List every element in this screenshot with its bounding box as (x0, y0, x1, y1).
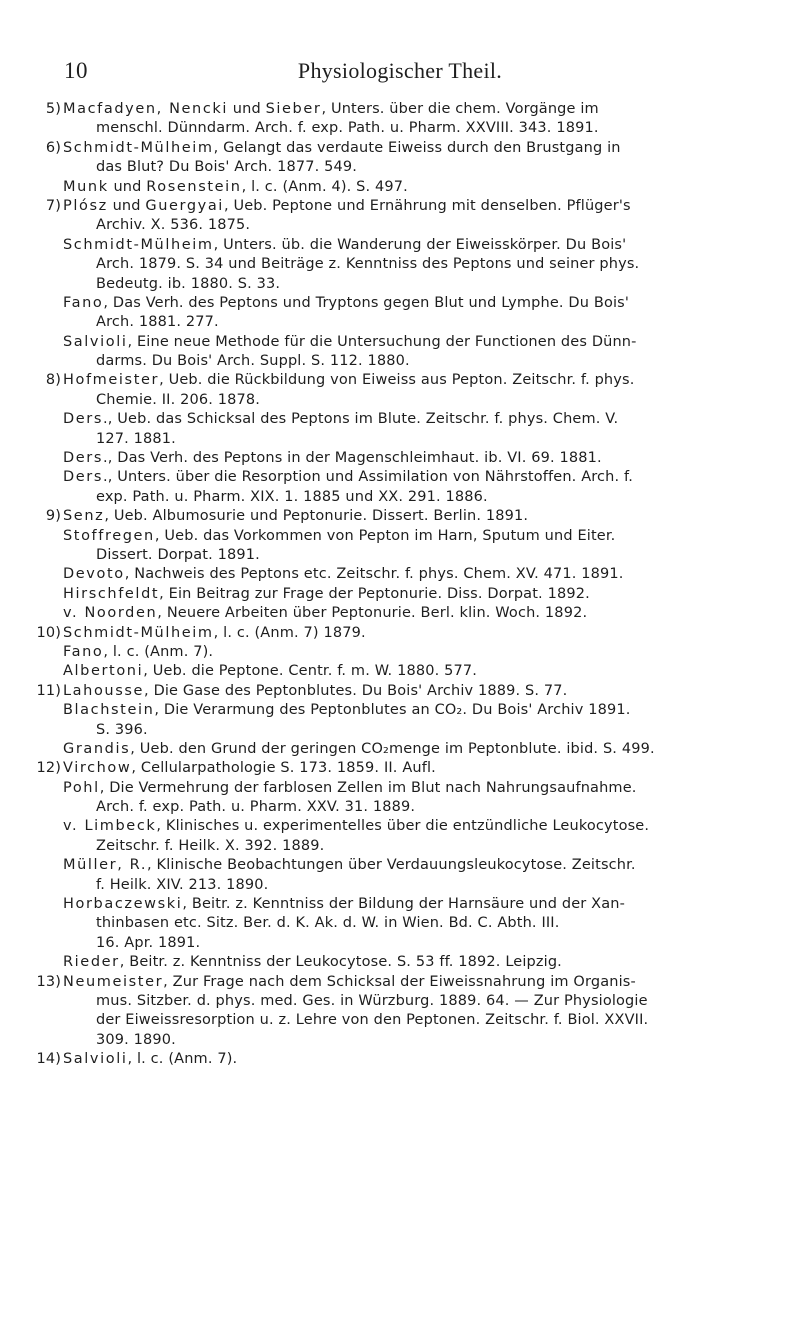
citation-text: , Klinische Beobachtungen über Verdauungsleukocytose. Zeitschr. (147, 857, 636, 874)
note-number: 7) (45, 197, 61, 214)
connector-text: und (108, 178, 147, 195)
author-name: Lahousse (63, 682, 145, 699)
reference-line (30, 759, 770, 778)
reference-line (30, 740, 770, 759)
reference-line (30, 527, 770, 546)
citation-text: , l. c. (Anm. 4). S. 497. (241, 178, 408, 195)
citation-text: , Cellularpathologie S. 173. 1859. II. Aufl. (131, 760, 436, 777)
citation-text: , Gelangt das verdaute Eiweiss durch den Brustgang in (213, 139, 621, 156)
note-number: 8) (45, 372, 61, 389)
reference-line (30, 410, 770, 429)
reference-line (30, 662, 770, 681)
citation-text: , Ueb. die Peptone. Centr. f. m. W. 1880. 577. (143, 663, 477, 680)
author-name: Senz (63, 508, 105, 525)
citation-text: , Die Verarmung des Peptonblutes an CO₂. Du Bois' Archiv 1891. (154, 702, 631, 719)
reference-line (30, 876, 770, 895)
running-head: Physiologischer Theil. (297, 58, 503, 83)
reference-line (30, 236, 770, 255)
author-name: Pohl (63, 779, 100, 796)
citation-text: Dissert. Dorpat. 1891. (96, 546, 260, 563)
author-name: Schmidt-Mülheim (63, 139, 214, 156)
author-name: Hirschfeldt (63, 585, 160, 602)
reference-line (30, 779, 770, 798)
citation-text: Chemie. II. 206. 1878. (96, 391, 261, 408)
reference-line (30, 352, 770, 371)
author-name: Schmidt-Mülheim (63, 624, 214, 641)
reference-line (30, 333, 770, 352)
reference-line (30, 488, 770, 507)
reference-line (30, 953, 770, 972)
citation-text: mus. Sitzber. d. phys. med. Ges. in Würzburg. 1889. 64. — Zur Physiologie (96, 992, 648, 1009)
note-number: 14) (36, 1051, 61, 1068)
reference-line (30, 468, 770, 487)
citation-text: Bedeutg. ib. 1880. S. 33. (96, 275, 281, 292)
author-name: Munk (63, 178, 109, 195)
author-name: Rosenstein (146, 178, 242, 195)
reference-line (30, 682, 770, 701)
citation-text: , Unters. über die chem. Vorgänge im (321, 101, 599, 117)
reference-line (30, 391, 770, 410)
reference-line (30, 139, 770, 158)
reference-line (30, 507, 770, 526)
citation-text: , Eine neue Methode für die Untersuchung der Functionen des Dünn- (127, 333, 637, 350)
author-name: Salvioli (63, 1051, 128, 1068)
citation-text: , l. c. (Anm. 7). (127, 1051, 238, 1068)
author-name: Albertoni (63, 663, 144, 680)
citation-text: , Unters. üb. die Wanderung der Eiweisskörper. Du Bois' (213, 236, 627, 253)
reference-line (30, 565, 770, 584)
author-name: v. Limbeck (63, 818, 157, 835)
reference-line (30, 934, 770, 953)
citation-text: , Beitr. z. Kenntniss der Bildung der Harnsäure und der Xan- (182, 896, 625, 913)
citation-text: , Ueb. Albumosurie und Peptonurie. Dissert. Berlin. 1891. (104, 508, 529, 525)
reference-line (30, 604, 770, 623)
page-number: 10 (64, 58, 88, 83)
reference-line (30, 817, 770, 836)
reference-line (30, 914, 770, 933)
citation-text: , Die Gase des Peptonblutes. Du Bois' Archiv 1889. S. 77. (144, 682, 568, 699)
reference-line (30, 856, 770, 875)
author-name: Rieder (63, 954, 120, 971)
reference-line (30, 973, 770, 992)
reference-line (30, 119, 770, 138)
citation-text: menschl. Dünndarm. Arch. f. exp. Path. u. Pharm. XXVIII. 343. 1891. (96, 120, 599, 137)
note-number: 12) (36, 760, 61, 777)
reference-list (30, 100, 770, 1070)
author-name: Stoffregen (63, 527, 155, 544)
citation-text: , Die Vermehrung der farblosen Zellen im Blut nach Nahrungsaufnahme. (99, 779, 637, 796)
citation-text: ., Ueb. das Schicksal des Peptons im Blute. Zeitschr. f. phys. Chem. V. (103, 411, 619, 428)
reference-line (30, 701, 770, 720)
author-name: Ders (63, 469, 104, 486)
reference-line (30, 100, 770, 119)
citation-text: Archiv. X. 536. 1875. (96, 217, 251, 234)
citation-text: Arch. 1879. S. 34 und Beiträge z. Kenntniss des Peptons und seiner phys. (96, 256, 640, 273)
author-name: Horbaczewski (63, 896, 183, 913)
author-name: Neumeister (63, 973, 164, 990)
reference-line (30, 371, 770, 390)
citation-text: Arch. 1881. 277. (96, 314, 219, 331)
citation-text: das Blut? Du Bois' Arch. 1877. 549. (96, 159, 357, 176)
reference-line (30, 1031, 770, 1050)
reference-line (30, 313, 770, 332)
citation-text: thinbasen etc. Sitz. Ber. d. K. Ak. d. W. in Wien. Bd. C. Abth. III. (96, 915, 560, 932)
note-number: 10) (36, 624, 61, 641)
connector-text: und (228, 101, 266, 117)
author-name: Hofmeister (63, 372, 160, 389)
reference-line (30, 546, 770, 565)
citation-text: ., Unters. über die Resorption und Assimilation von Nährstoffen. Arch. f. (103, 469, 633, 486)
citation-text: 309. 1890. (96, 1031, 176, 1048)
reference-line (30, 798, 770, 817)
reference-line (30, 585, 770, 604)
author-name: v. Noorden (63, 605, 158, 622)
note-number: 9) (45, 508, 61, 525)
citation-text: S. 396. (96, 721, 148, 738)
reference-line (30, 158, 770, 177)
author-name: Salvioli (63, 333, 128, 350)
reference-line (30, 449, 770, 468)
note-number: 13) (36, 973, 61, 990)
reference-line (30, 895, 770, 914)
citation-text: , Ueb. das Vorkommen von Pepton im Harn, Sputum und Eiter. (154, 527, 616, 544)
citation-text: f. Heilk. XIV. 213. 1890. (96, 876, 269, 893)
reference-line (30, 992, 770, 1011)
citation-text: , Ueb. den Grund der geringen CO₂menge im Peptonblute. ibid. S. 499. (130, 740, 655, 757)
citation-text: 16. Apr. 1891. (96, 934, 201, 951)
citation-text: , Klinisches u. experimentelles über die entzündliche Leukocytose. (156, 818, 650, 835)
note-number: 11) (36, 682, 61, 699)
author-name: Ders (63, 450, 104, 467)
author-name: Müller, R. (63, 857, 148, 874)
reference-line (30, 643, 770, 662)
author-name: Plósz (63, 197, 108, 214)
citation-text: Arch. f. exp. Path. u. Pharm. XXV. 31. 1889. (96, 799, 416, 816)
reference-line (30, 197, 770, 216)
author-name: Devoto (63, 566, 125, 583)
citation-text: exp. Path. u. Pharm. XIX. 1. 1885 und XX. 291. 1886. (96, 488, 488, 505)
author-name: Macfadyen, Nencki (63, 101, 229, 117)
author-name: Fano (63, 643, 104, 660)
reference-line (30, 837, 770, 856)
reference-line (30, 721, 770, 740)
citation-text: , Ueb. die Rückbildung von Eiweiss aus Pepton. Zeitschr. f. phys. (159, 372, 635, 389)
reference-line (30, 178, 770, 197)
reference-line (30, 294, 770, 313)
author-name: Grandis (63, 740, 131, 757)
citation-text: , Das Verh. des Peptons und Tryptons gegen Blut und Lymphe. Du Bois' (103, 294, 629, 311)
reference-line (30, 275, 770, 294)
author-name: Fano (63, 294, 104, 311)
reference-line (30, 216, 770, 235)
citation-text: , l. c. (Anm. 7) 1879. (213, 624, 366, 641)
citation-text: 127. 1881. (96, 430, 176, 447)
citation-text: ., Das Verh. des Peptons in der Magenschleimhaut. ib. VI. 69. 1881. (103, 450, 602, 467)
reference-line (30, 1050, 770, 1069)
page-header (0, 50, 800, 90)
note-number: 5) (45, 101, 61, 117)
citation-text: , Nachweis des Peptons etc. Zeitschr. f. phys. Chem. XV. 471. 1891. (124, 566, 624, 583)
connector-text: und (107, 197, 146, 214)
note-number: 6) (45, 139, 61, 156)
citation-text: , Ein Beitrag zur Frage der Peptonurie. Diss. Dorpat. 1892. (159, 585, 590, 602)
reference-line (30, 430, 770, 449)
author-name: Virchow (63, 760, 132, 777)
reference-line (30, 1011, 770, 1030)
citation-text: , Ueb. Peptone und Ernährung mit denselben. Pflüger's (223, 197, 631, 214)
author-name: Guergyai (145, 197, 224, 214)
author-name: Blachstein (63, 702, 155, 719)
reference-line (30, 255, 770, 274)
citation-text: der Eiweissresorption u. z. Lehre von den Peptonen. Zeitschr. f. Biol. XXVII. (96, 1012, 649, 1029)
citation-text: , Neuere Arbeiten über Peptonurie. Berl. klin. Woch. 1892. (157, 605, 588, 622)
citation-text: darms. Du Bois' Arch. Suppl. S. 112. 1880. (96, 353, 410, 370)
author-name: Ders (63, 411, 104, 428)
citation-text: , Beitr. z. Kenntniss der Leukocytose. S. 53 ff. 1892. Leipzig. (119, 954, 562, 971)
citation-text: , Zur Frage nach dem Schicksal der Eiweissnahrung im Organis- (163, 973, 636, 990)
author-name: Schmidt-Mülheim (63, 236, 214, 253)
author-name: Sieber (265, 101, 322, 117)
reference-line (30, 624, 770, 643)
citation-text: Zeitschr. f. Heilk. X. 392. 1889. (96, 837, 325, 854)
citation-text: , l. c. (Anm. 7). (103, 643, 214, 660)
